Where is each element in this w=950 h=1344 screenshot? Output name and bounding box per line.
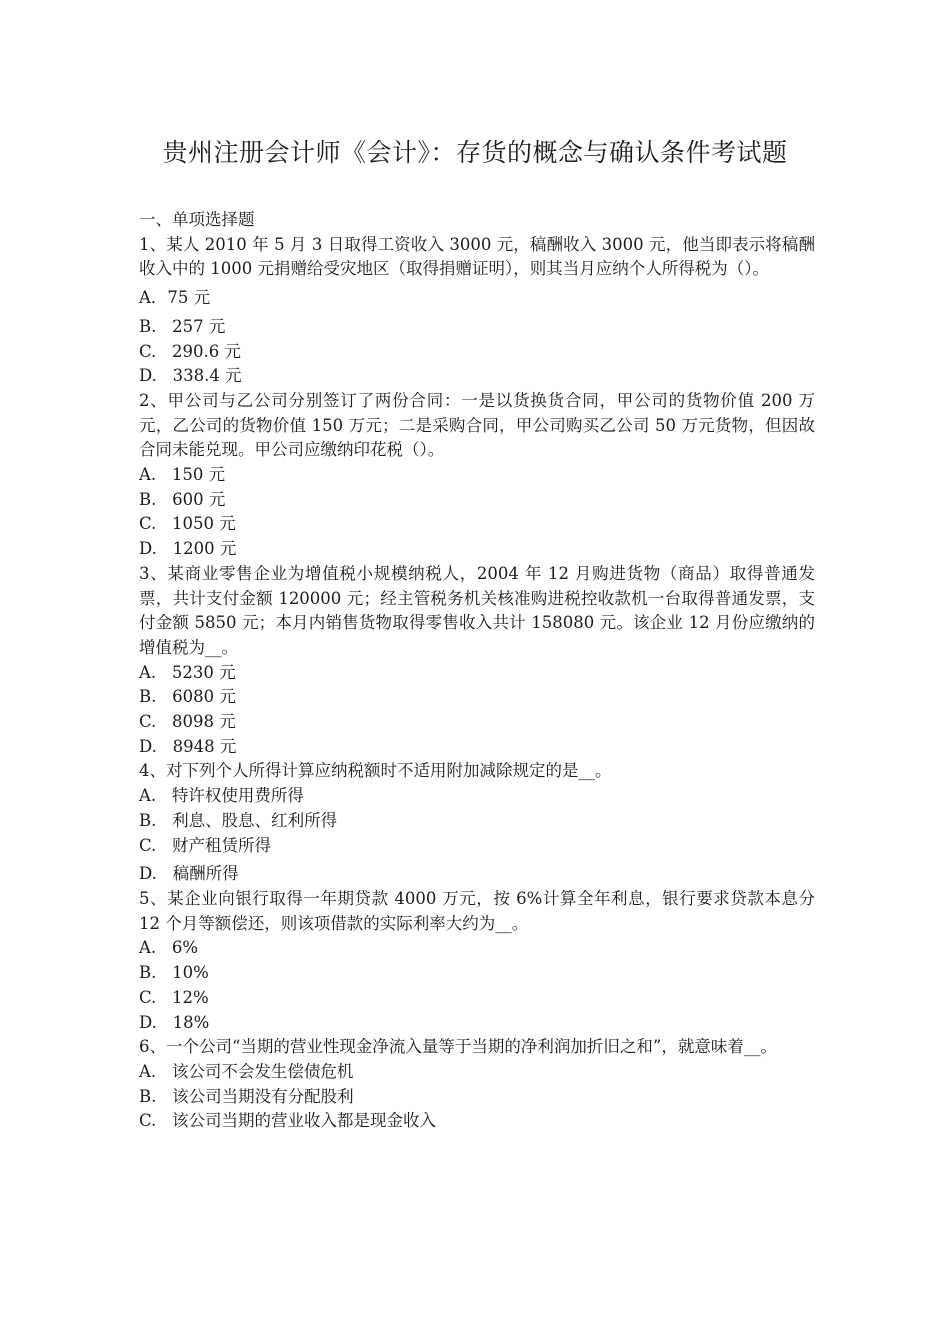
option-b: B. 利息、股息、红利所得: [139, 810, 338, 830]
option-d: D. 8948 元: [139, 736, 237, 756]
option-c: C. 财产租赁所得: [139, 835, 272, 855]
question-stem: 6、一个公司“当期的营业性现金净流入量等于当期的净利润加折旧之和”，就意味着__。: [139, 1037, 777, 1057]
option-a: A. 150 元: [139, 465, 226, 485]
option-d: D. 稿酬所得: [139, 864, 239, 884]
question-stem: 5、某企业向银行取得一年期贷款 4000 万元，按 6%计算全年利息，银行要求贷款本息分 12 个月等额偿还，则该项借款的实际利率大约为__。: [139, 888, 815, 933]
section-heading: 一、单项选择题: [139, 210, 255, 229]
question-3: [139, 562, 815, 760]
question-stem: 1、某人 2010 年 5 月 3 日取得工资收入 3000 元，稿酬收入 3000 元，他当即表示将稿酬收入中的 1000 元捐赠给受灾地区（取得捐赠证明），则其当月应纳个人所得税为（）。: [139, 234, 815, 279]
option-a: A．75 元: [139, 288, 211, 308]
question-stem: 4、对下列个人所得计算应纳税额时不适用附加减除规定的是__。: [139, 761, 612, 781]
option-b: B. 257 元: [139, 316, 226, 336]
question-2: [139, 389, 815, 562]
document-title: 贵州注册会计师《会计》：存货的概念与确认条件考试题: [162, 138, 788, 167]
option-b: B. 10%: [139, 963, 209, 983]
option-a: A. 6%: [139, 938, 199, 958]
option-d: D. 338.4 元: [139, 366, 242, 386]
question-4: [139, 759, 815, 887]
option-b: B. 该公司当期没有分配股利: [139, 1086, 354, 1106]
question-stem: 3、某商业零售企业为增值税小规模纳税人，2004 年 12 月购进货物（商品）取得普通发票，共计支付金额 120000 元；经主管税务机关核准购进税控收款机一台取得普通发票，支付金额 5850 元；本月内销售货物取得零售收入共计 158080 元。该企业 12 月份应缴纳的增值税为__。: [139, 563, 815, 657]
question-5: [139, 887, 815, 1035]
option-a: A. 特许权使用费所得: [139, 786, 304, 806]
option-a: A. 该公司不会发生偿债危机: [139, 1061, 354, 1081]
document-body: [139, 208, 815, 1134]
option-b: B. 600 元: [139, 489, 226, 509]
option-d: D. 18%: [139, 1012, 210, 1032]
option-a: A. 5230 元: [139, 662, 236, 682]
option-c: C. 290.6 元: [139, 341, 241, 361]
option-c: C. 1050 元: [139, 514, 236, 534]
question-stem: 2、甲公司与乙公司分别签订了两份合同：一是以货换货合同，甲公司的货物价值 200 万元，乙公司的货物价值 150 万元；二是采购合同，甲公司购买乙公司 50 万元货物，但因故合同未能兑现。甲公司应缴纳印花税（）。: [139, 390, 815, 460]
option-c: C. 12%: [139, 987, 209, 1007]
option-d: D. 1200 元: [139, 539, 237, 559]
question-6: [139, 1035, 815, 1134]
option-b: B. 6080 元: [139, 687, 236, 707]
option-c: C. 该公司当期的营业收入都是现金收入: [139, 1111, 437, 1131]
option-c: C. 8098 元: [139, 712, 236, 732]
question-1: [139, 233, 815, 389]
